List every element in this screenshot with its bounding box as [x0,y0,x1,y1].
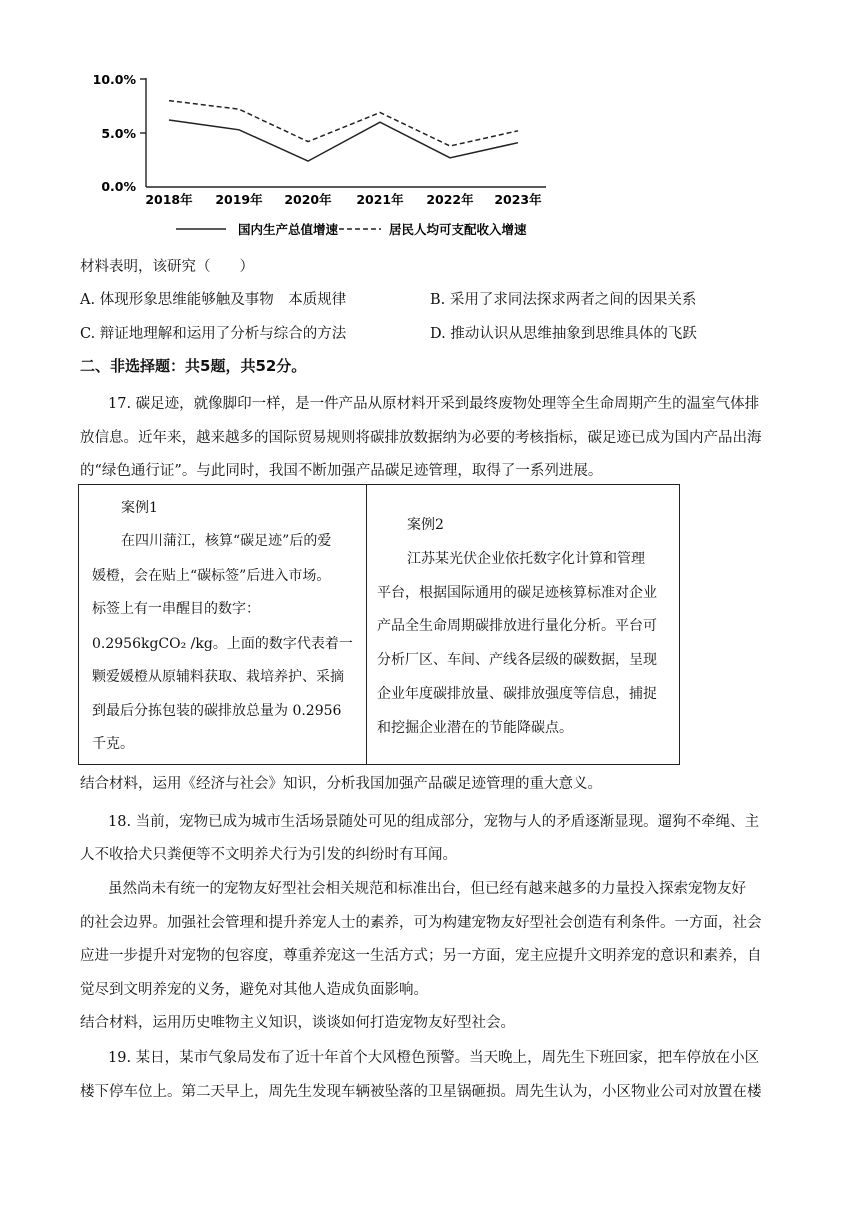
option-c: C. 辩证地理解和运用了分析与综合的方法 [80,326,347,342]
x-tick-label: 2022年 [426,192,474,207]
legend-label-gdp-growth: 国内生产总值增速 [238,222,339,237]
case2-line: 产品全生命周期碳排放进行量化分析。平台可 [377,618,657,634]
q18-prompt: 结合材料，运用历史唯物主义知识，谈谈如何打造宠物友好型社会。 [80,1015,515,1031]
case2-title: 案例2 [407,517,444,533]
q17-line: 17. 碳足迹，就像脚印一样，是一件产品从原材料开采到最终废物处理等全生命周期产生的温室气体排 [108,396,760,412]
case1-line: 颗爱媛橙从原辅料获取、栽培养护、采摘 [92,669,344,685]
case2-line: 平台，根据国际通用的碳足迹核算标准对企业 [377,585,657,601]
case2-line: 江苏某光伏企业依托数字化计算和管理 [407,551,645,567]
case2-cell [367,485,679,764]
y-axis [93,72,146,194]
x-tick-label: 2023年 [494,192,542,207]
q19-line: 楼下停车位上。第二天早上，周先生发现车辆被坠落的卫星锅砸损。周先生认为，小区物业公司对放置在楼 [80,1084,762,1100]
y-tick-label: 5.0% [101,126,136,141]
case2-line: 和挖掘企业潜在的节能降碳点。 [377,720,573,736]
x-tick-label: 2020年 [284,192,332,207]
q18-line: 虽然尚未有统一的宠物友好型社会相关规范和标准出台，但已经有越来越多的力量投入探索宠物友好 [108,881,746,897]
q18-line: 的社会边界。加强社会管理和提升养宠人士的素养，可为构建宠物友好型社会创造有利条件。一方面，社会 [80,915,762,931]
case-table [78,484,680,765]
case1-title: 案例1 [121,500,158,516]
case1-line: 在四川蒲江，核算“碳足迹”后的爱 [121,533,332,549]
case1-line: 0.2956kgCO₂ /kg。上面的数字代表着一 [92,636,353,652]
y-tick-label: 0.0% [101,179,136,194]
series-line-income-growth [169,101,518,146]
q18-line: 18. 当前，宠物已成为城市生活场景随处可见的组成部分，宠物与人的矛盾逐渐显现。遛狗不牵绳、主 [108,814,760,830]
q19-line: 19. 某日，某市气象局发布了近十年首个大风橙色预警。当天晚上，周先生下班回家，把车停放在小区 [108,1050,760,1066]
option-b: B. 采用了求同法探求两者之间的因果关系 [430,292,697,308]
option-a: A. 体现形象思维能够触及事物 本质规律 [80,292,347,308]
case1-line: 标签上有一串醒目的数字： [92,601,260,617]
case1-line: 到最后分拣包装的碳排放总量为 0.2956 [92,703,342,719]
case2-line: 分析厂区、车间、产线各层级的碳数据，呈现 [377,652,657,668]
case2-line: 企业年度碳排放量、碳排放强度等信息，捕捉 [377,686,657,702]
q17-line: 放信息。近年来，越来越多的国际贸易规则将碳排放数据纳为必要的考核指标，碳足迹已成为国内产品出海 [80,430,762,446]
x-tick-label: 2019年 [215,192,263,207]
option-d: D. 推动认识从思维抽象到思维具体的飞跃 [430,326,697,342]
x-tick-label: 2021年 [356,192,404,207]
x-axis [145,187,546,207]
q17-prompt: 结合材料，运用《经济与社会》知识，分析我国加强产品碳足迹管理的重大意义。 [80,776,602,792]
case1-line: 千克。 [92,736,134,752]
question-stem: 材料表明，该研究（ ） [80,259,254,275]
series-line-gdp-growth [169,120,518,161]
q17-line: 的“绿色通行证”。与此同时，我国不断加强产品碳足迹管理，取得了一系列进展。 [80,463,603,479]
case1-line: 媛橙，会在贴上“碳标签”后进入市场。 [92,568,331,584]
legend-label-income-growth: 居民人均可支配收入增速 [389,222,527,237]
x-tick-label: 2018年 [145,192,193,207]
growth-line-chart [0,0,600,250]
q18-line: 觉尽到文明养宠的义务，避免对其他人造成负面影响。 [80,982,428,998]
legend [176,222,527,237]
section-title: 二、非选择题：共5题，共52分。 [80,357,307,375]
case1-cell [79,485,366,764]
q18-line: 人不收拾犬只粪便等不文明养犬行为引发的纠纷时有耳闻。 [80,847,457,863]
q18-line: 应进一步提升对宠物的包容度，尊重养宠这一生活方式；另一方面，宠主应提升文明养宠的意识和素养，自 [80,948,762,964]
y-tick-label: 10.0% [92,72,136,87]
